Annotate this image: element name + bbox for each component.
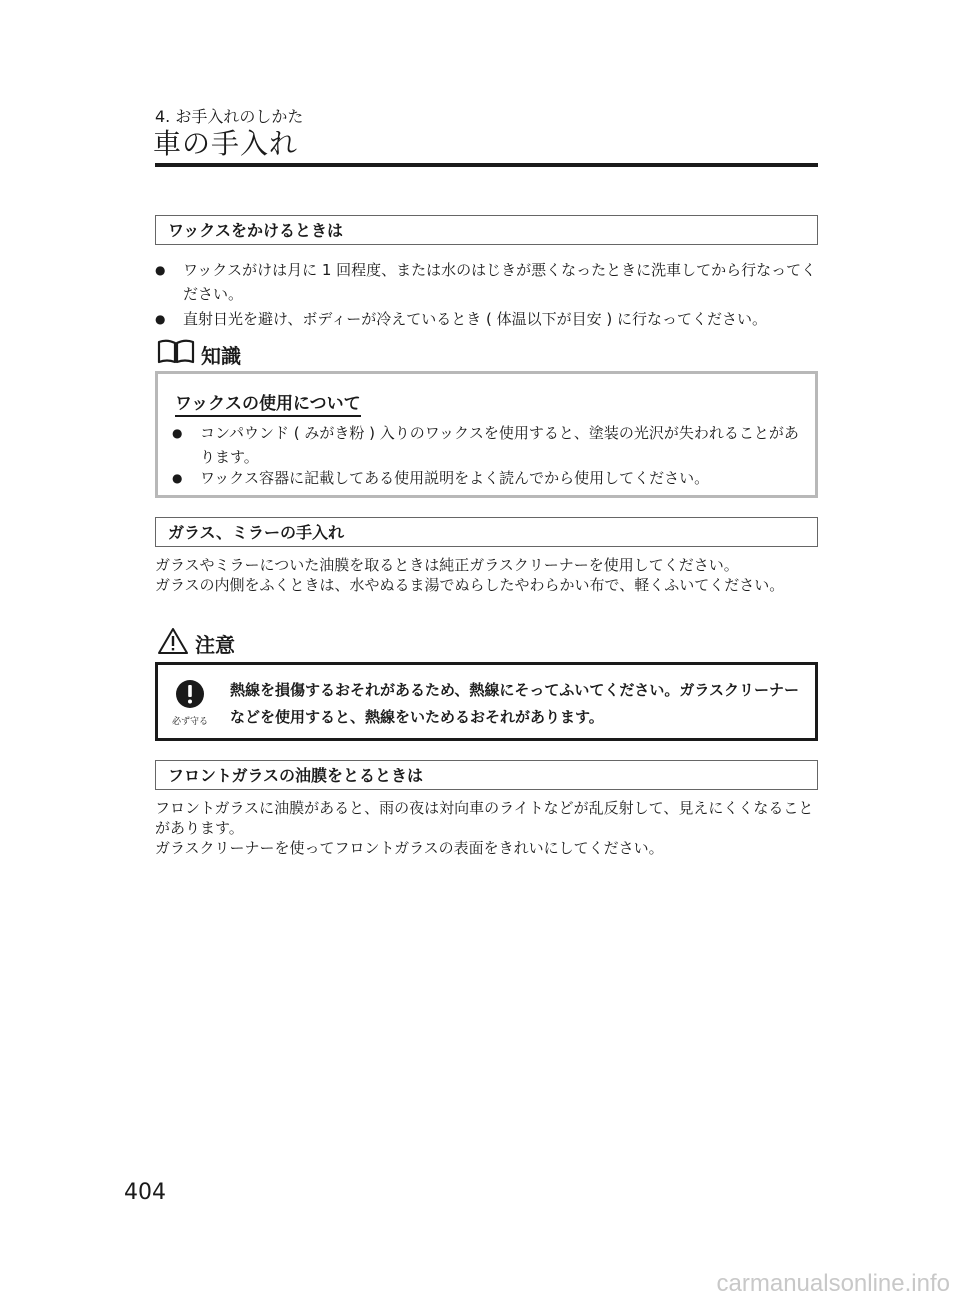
caution-label: 注意 <box>195 632 235 657</box>
book-icon <box>155 338 197 370</box>
bullet-icon: ● <box>155 263 166 277</box>
list-item: ● ワックス容器に記載してある使用説明をよく読んでから使用してください。 <box>172 466 802 490</box>
knowledge-heading <box>155 338 241 370</box>
paragraph: フロントガラスに油膜があると、雨の夜は対向車のライトなどが乱反射して、見えにくくなることがあります。 ガラスクリーナーを使ってフロントガラスの表面をきれいにしてください。 <box>155 799 814 857</box>
title-rule <box>155 163 818 167</box>
caution-box <box>155 662 818 741</box>
knowledge-box <box>155 371 818 498</box>
knowledge-subheading: ワックスの使用について <box>175 389 361 417</box>
page-number: 404 <box>124 1180 166 1205</box>
section-heading-wax: ワックスをかけるときは <box>155 215 818 245</box>
page-title: 車の手入れ <box>153 127 299 160</box>
list-item: ● ワックスがけは月に 1 回程度、または水のはじきが悪くなったときに洗車してから行なってください。 <box>155 258 820 306</box>
section-heading-glass: ガラス、ミラーの手入れ <box>155 517 818 547</box>
paragraph: ガラスやミラーについた油膜を取るときは純正ガラスクリーナーを使用してください。 ガラスの内側をふくときは、水やぬるま湯でぬらしたやわらかい布で、軽くふいてください。 <box>155 556 785 594</box>
knowledge-label: 知識 <box>201 343 241 368</box>
must-observe-label: 必ず守る <box>172 717 209 727</box>
caution-text: 熱線を損傷するおそれがあるため、熱線にそってふいてください。ガラスクリーナーなどを使用すると、熱線をいためるおそれがあります。 <box>230 681 799 726</box>
bullet-icon: ● <box>155 312 166 326</box>
caution-heading <box>157 627 235 659</box>
watermark: carmanualsonline.info <box>716 1270 950 1297</box>
chapter-label: 4. お手入れのしかた <box>155 107 304 126</box>
bullet-icon: ● <box>172 471 183 485</box>
exclamation-circle-icon <box>175 694 205 713</box>
bullet-icon: ● <box>172 426 183 440</box>
section-heading-windshield: フロントガラスの油膜をとるときは <box>155 760 818 790</box>
warning-triangle-icon <box>157 627 189 659</box>
must-observe-badge <box>172 679 208 727</box>
list-item: ● 直射日光を避け、ボディーが冷えているとき ( 体温以下が目安 ) に行なってください。 <box>155 307 820 331</box>
list-item: ● コンパウンド ( みがき粉 ) 入りのワックスを使用すると、塗装の光沢が失われることがあります。 <box>172 421 802 469</box>
